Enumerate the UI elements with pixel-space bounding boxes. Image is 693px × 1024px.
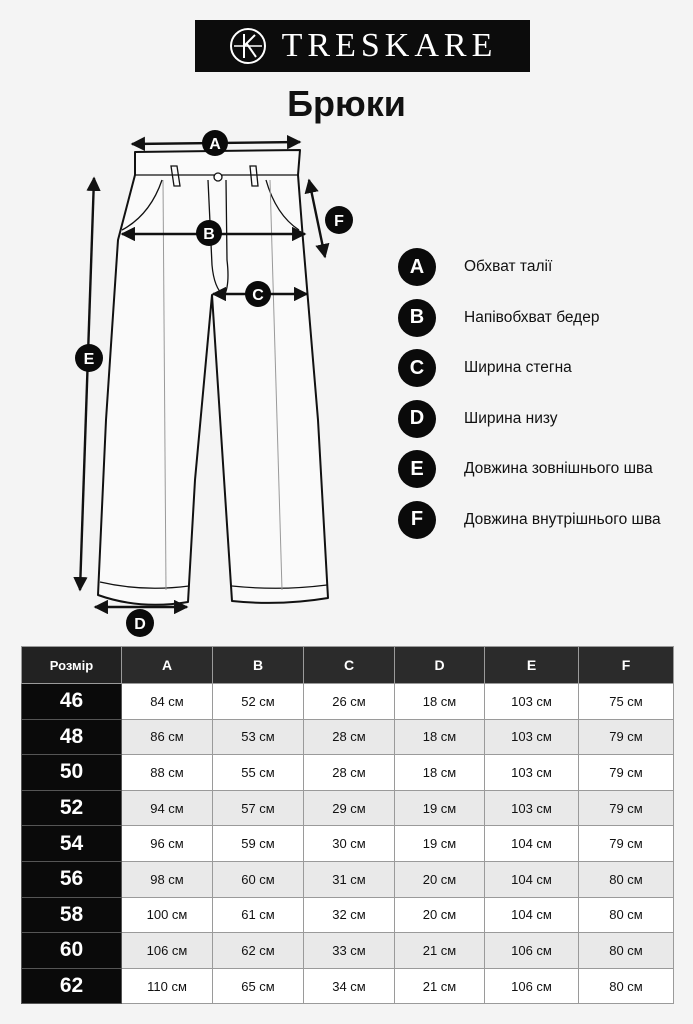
brand-logo-icon	[228, 26, 268, 66]
table-cell: 106 см	[122, 933, 213, 969]
legend-badge: A	[398, 248, 436, 286]
size-table	[21, 646, 674, 1004]
brand-banner	[195, 20, 530, 72]
table-cell: 32 см	[304, 897, 395, 933]
table-cell: 96 см	[122, 826, 213, 862]
table-cell: 62 см	[213, 933, 304, 969]
marker-f	[325, 206, 353, 234]
legend-label: Довжина зовнішнього шва	[464, 460, 653, 478]
table-cell: 80 см	[579, 968, 674, 1004]
table-cell: 79 см	[579, 790, 674, 826]
legend-badge: F	[398, 501, 436, 539]
table-header-row	[22, 647, 674, 684]
button-icon	[214, 173, 222, 181]
marker-a	[202, 130, 228, 156]
table-cell: 88 см	[122, 755, 213, 791]
column-header: F	[579, 647, 674, 684]
size-cell: 56	[22, 861, 122, 897]
svg-text:A: A	[209, 136, 221, 153]
column-header: Розмір	[22, 647, 122, 684]
size-cell: 48	[22, 719, 122, 755]
svg-text:F: F	[334, 213, 344, 230]
table-cell: 21 см	[395, 968, 485, 1004]
legend-item-a	[398, 242, 693, 293]
table-row	[22, 861, 674, 897]
table-row	[22, 968, 674, 1004]
table-cell: 34 см	[304, 968, 395, 1004]
table-cell: 30 см	[304, 826, 395, 862]
table-cell: 104 см	[485, 861, 579, 897]
table-row	[22, 826, 674, 862]
table-cell: 110 см	[122, 968, 213, 1004]
table-cell: 28 см	[304, 719, 395, 755]
table-cell: 59 см	[213, 826, 304, 862]
table-cell: 28 см	[304, 755, 395, 791]
legend-label: Напівобхват бедер	[464, 308, 600, 326]
size-cell: 60	[22, 933, 122, 969]
table-row	[22, 755, 674, 791]
table-cell: 80 см	[579, 933, 674, 969]
legend-badge: C	[398, 349, 436, 387]
table-cell: 103 см	[485, 719, 579, 755]
trousers-diagram	[0, 120, 400, 640]
table-cell: 61 см	[213, 897, 304, 933]
legend-item-f	[398, 495, 693, 546]
table-cell: 79 см	[579, 719, 674, 755]
table-row	[22, 790, 674, 826]
table-cell: 19 см	[395, 826, 485, 862]
marker-d	[126, 609, 154, 637]
brand-name: TRESKARE	[281, 27, 498, 64]
table-row	[22, 719, 674, 755]
marker-c	[245, 281, 271, 307]
table-cell: 18 см	[395, 684, 485, 720]
table-cell: 19 см	[395, 790, 485, 826]
svg-text:D: D	[134, 616, 146, 633]
table-cell: 86 см	[122, 719, 213, 755]
size-cell: 50	[22, 755, 122, 791]
legend-label: Обхват талії	[464, 258, 553, 276]
column-header: E	[485, 647, 579, 684]
table-cell: 29 см	[304, 790, 395, 826]
legend-label: Довжина внутрішнього шва	[464, 510, 661, 528]
table-cell: 106 см	[485, 933, 579, 969]
size-cell: 58	[22, 897, 122, 933]
svg-text:E: E	[83, 351, 95, 368]
size-cell: 54	[22, 826, 122, 862]
table-cell: 75 см	[579, 684, 674, 720]
table-cell: 104 см	[485, 826, 579, 862]
svg-text:B: B	[203, 226, 215, 243]
table-cell: 31 см	[304, 861, 395, 897]
table-cell: 100 см	[122, 897, 213, 933]
trousers-outline	[98, 150, 328, 605]
size-cell: 52	[22, 790, 122, 826]
measurement-legend	[398, 242, 693, 545]
table-row	[22, 684, 674, 720]
table-cell: 103 см	[485, 790, 579, 826]
legend-label: Ширина стегна	[464, 359, 572, 377]
table-cell: 79 см	[579, 755, 674, 791]
table-cell: 57 см	[213, 790, 304, 826]
column-header: D	[395, 647, 485, 684]
table-cell: 80 см	[579, 897, 674, 933]
table-row	[22, 897, 674, 933]
table-row	[22, 933, 674, 969]
table-cell: 106 см	[485, 968, 579, 1004]
legend-label: Ширина низу	[464, 409, 558, 427]
legend-item-b	[398, 293, 693, 344]
legend-item-d	[398, 394, 693, 445]
table-cell: 94 см	[122, 790, 213, 826]
table-cell: 52 см	[213, 684, 304, 720]
legend-badge: E	[398, 450, 436, 488]
table-cell: 26 см	[304, 684, 395, 720]
table-cell: 104 см	[485, 897, 579, 933]
table-cell: 84 см	[122, 684, 213, 720]
column-header: B	[213, 647, 304, 684]
table-cell: 98 см	[122, 861, 213, 897]
column-header: A	[122, 647, 213, 684]
table-cell: 20 см	[395, 861, 485, 897]
table-cell: 103 см	[485, 755, 579, 791]
size-cell: 62	[22, 968, 122, 1004]
table-cell: 60 см	[213, 861, 304, 897]
table-cell: 103 см	[485, 684, 579, 720]
table-cell: 18 см	[395, 755, 485, 791]
svg-text:C: C	[252, 287, 264, 304]
column-header: C	[304, 647, 395, 684]
size-cell: 46	[22, 684, 122, 720]
table-cell: 55 см	[213, 755, 304, 791]
table-cell: 53 см	[213, 719, 304, 755]
page-title: Брюки	[287, 83, 406, 124]
table-cell: 65 см	[213, 968, 304, 1004]
legend-badge: B	[398, 299, 436, 337]
table-cell: 18 см	[395, 719, 485, 755]
table-cell: 80 см	[579, 861, 674, 897]
marker-e	[75, 344, 103, 372]
table-cell: 79 см	[579, 826, 674, 862]
marker-b	[196, 220, 222, 246]
table-cell: 33 см	[304, 933, 395, 969]
table-cell: 21 см	[395, 933, 485, 969]
legend-item-e	[398, 444, 693, 495]
legend-badge: D	[398, 400, 436, 438]
legend-item-c	[398, 343, 693, 394]
table-cell: 20 см	[395, 897, 485, 933]
